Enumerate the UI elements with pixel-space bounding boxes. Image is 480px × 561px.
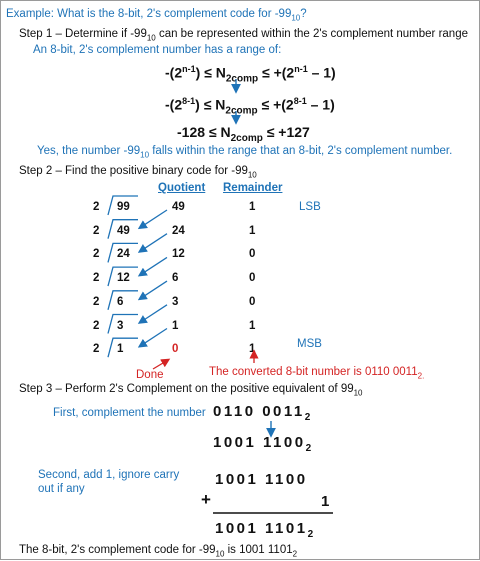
step2-title-text: Step 2 – Find the positive binary code for -99 (19, 165, 248, 177)
divisor: 2 (93, 224, 100, 237)
divisor: 2 (93, 201, 100, 213)
step2-title-subscript: 10 (247, 170, 257, 180)
example-question-subscript: 10 (291, 13, 301, 23)
carry-arrow-icon (140, 210, 167, 228)
ineq2-mid: ) ≤ N (195, 96, 226, 113)
final-answer-text-mid: is 1001 1101 (224, 544, 293, 556)
step3-title-subscript: 10 (353, 388, 363, 398)
ineq1-lhs-exp: n-1 (182, 64, 196, 74)
final-answer-text: The 8-bit, 2's complement code for -99 (19, 544, 216, 556)
division-bracket (108, 338, 138, 357)
step1-range-text: An 8-bit, 2's complement number has a range of: (33, 44, 282, 56)
addend-top: 1001 1100 (215, 471, 308, 488)
dividend: 99 (117, 201, 130, 213)
remainder: 0 (249, 248, 256, 261)
final-answer-subscript-2: 2 (292, 549, 298, 559)
ineq3-lhs: -128 ≤ N (177, 124, 231, 140)
complemented-binary-subscript: 2 (305, 443, 312, 454)
original-binary-subscript: 2 (304, 412, 311, 423)
example-question-suffix: ? (300, 8, 307, 20)
plus-sign: + (201, 490, 214, 509)
step3-title-text: Step 3 – Perform 2's Complement on the positive equivalent of 99 (19, 383, 354, 395)
sum-result-subscript: 2 (307, 529, 314, 540)
quotient: 1 (172, 319, 179, 332)
remainder: 1 (249, 201, 256, 213)
ineq2-n-sub: 2comp (225, 105, 258, 117)
complemented-binary-value: 1001 1100 (213, 434, 306, 451)
carry-arrow-icon (140, 257, 167, 275)
divisor: 2 (93, 272, 100, 285)
diagram-graphics (1, 1, 479, 559)
msb-label: MSB (297, 338, 322, 350)
divisor: 2 (93, 343, 100, 356)
dividend: 24 (117, 248, 130, 261)
quotient: 6 (172, 272, 179, 285)
carry-arrow-icon (140, 234, 167, 252)
quotient: 0 (172, 343, 179, 356)
division-bracket (108, 243, 138, 262)
remainder: 0 (249, 295, 256, 308)
remainder-header: Remainder (223, 182, 283, 194)
ineq1-tail: – 1) (307, 64, 336, 81)
quotient: 49 (172, 201, 185, 213)
division-bracket (108, 196, 138, 215)
ineq2-rel: ≤ +(2 (257, 96, 294, 113)
remainder: 0 (249, 272, 256, 285)
sum-result-value: 1001 1101 (215, 520, 308, 537)
ineq2-rhs-exp: 8-1 (293, 96, 307, 106)
division-bracket (108, 291, 138, 310)
step1-conclusion-text-end: falls within the range that an 8-bit, 2's complement number. (149, 145, 453, 157)
complement-label: First, complement the number (53, 407, 206, 419)
original-binary-value: 0110 0011 (213, 403, 305, 420)
dividend: 49 (117, 224, 130, 237)
division-brackets (108, 196, 138, 357)
quotient-header: Quotient (158, 182, 206, 194)
divisor: 2 (93, 248, 100, 261)
carry-arrow-icon (140, 305, 167, 323)
divisor: 2 (93, 319, 100, 332)
quotient-carry-arrows (140, 210, 167, 346)
step1-title-text-end: can be represented within the 2's complement number range (155, 28, 468, 40)
step1-conclusion-subscript: 10 (140, 150, 150, 160)
ineq1-rel: ≤ +(2 (258, 64, 295, 81)
division-bracket (108, 315, 138, 334)
remainder: 1 (249, 319, 256, 332)
addend-bottom: 1 (321, 493, 332, 510)
remainder: 1 (249, 224, 256, 237)
ineq3-rhs: ≤ +127 (262, 124, 310, 140)
division-bracket (108, 267, 138, 286)
add-one-label-line1: Second, add 1, ignore carry (38, 469, 180, 481)
add-one-label-line2: out if any (38, 483, 85, 495)
ineq1-n-sub: 2comp (225, 73, 259, 85)
ineq3-n-sub: 2comp (230, 132, 263, 144)
step1-title-subscript: 10 (146, 33, 156, 43)
ineq1-rhs-exp: n-1 (294, 64, 308, 74)
dividend: 12 (117, 272, 130, 285)
remainder: 1 (249, 343, 256, 356)
division-bracket (108, 220, 138, 239)
ineq1-lhs: -(2 (165, 64, 183, 81)
ineq2-lhs: -(2 (165, 96, 183, 113)
step1-conclusion-text: Yes, the number -99 (37, 145, 141, 157)
lsb-label: LSB (299, 201, 321, 213)
ineq2-tail: – 1) (306, 96, 335, 113)
dividend: 6 (117, 295, 124, 308)
step1-title-text: Step 1 – Determine if -99 (19, 28, 147, 40)
carry-arrow-icon (140, 329, 167, 347)
dividend: 1 (117, 343, 124, 356)
done-arrow-icon (153, 360, 168, 369)
dividend: 3 (117, 319, 124, 332)
converted-number-subscript: 2. (417, 371, 425, 381)
example-question-text: Example: What is the 8-bit, 2's complement code for -99 (6, 8, 292, 20)
done-label: Done (136, 369, 164, 381)
quotient: 3 (172, 295, 179, 308)
converted-number-text: The converted 8-bit number is 0110 0011 (209, 366, 418, 378)
final-answer-subscript: 10 (215, 549, 225, 559)
carry-arrow-icon (140, 281, 167, 299)
ineq2-lhs-exp: 8-1 (182, 96, 196, 106)
divisor: 2 (93, 295, 100, 308)
quotient: 24 (172, 224, 185, 237)
ineq1-mid: ) ≤ N (195, 64, 226, 81)
quotient: 12 (172, 248, 185, 261)
